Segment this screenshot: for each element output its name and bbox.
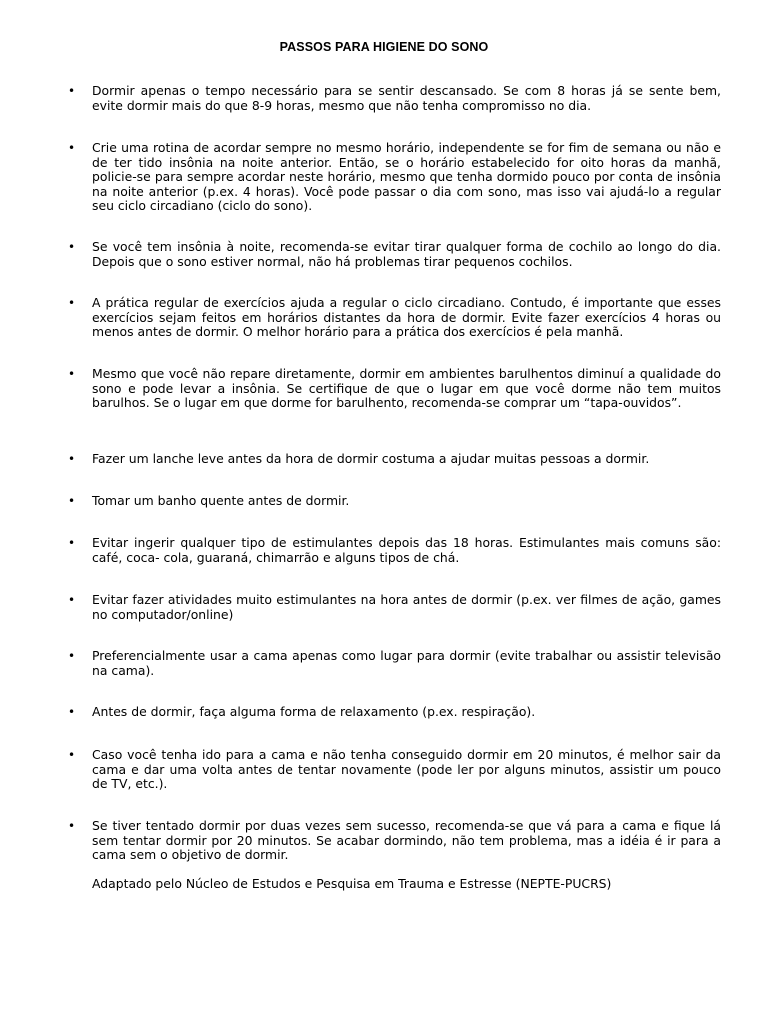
list-item xyxy=(68,83,721,113)
bullet-icon: • xyxy=(68,705,76,719)
list-item-text: Evitar fazer atividades muito estimulantes na hora antes de dormir (p.ex. ver filmes de ação, games no computador/online) xyxy=(92,592,721,622)
list-item-text: Caso você tenha ido para a cama e não tenha conseguido dormir em 20 minutos, é melhor sair da cama e dar uma volta antes de tentar novamente (pode ler por alguns minutos, assistir um pouco de TV, etc.). xyxy=(92,747,721,791)
list-item xyxy=(68,704,721,720)
list-item-text: Preferencialmente usar a cama apenas como lugar para dormir (evite trabalhar ou assistir televisão na cama). xyxy=(92,648,721,678)
bullet-icon: • xyxy=(68,452,76,466)
list-item xyxy=(68,818,721,863)
bullet-icon: • xyxy=(68,748,76,762)
list-item-text: Antes de dormir, faça alguma forma de relaxamento (p.ex. respiração). xyxy=(92,704,536,719)
list-item xyxy=(68,493,721,509)
list-item-text: Evitar ingerir qualquer tipo de estimulantes depois das 18 horas. Estimulantes mais comuns são: café, coca- cola, guaraná, chimarrão e alguns tipos de chá. xyxy=(92,535,721,565)
list-item xyxy=(68,366,721,411)
list-item xyxy=(68,648,721,678)
list-item xyxy=(68,535,721,565)
bullet-icon: • xyxy=(68,494,76,508)
list-item-text: Se você tem insônia à noite, recomenda-se evitar tirar qualquer forma de cochilo ao longo do dia. Depois que o sono estiver normal, não há problemas tirar pequenos cochilos. xyxy=(92,239,721,269)
bullet-icon: • xyxy=(68,819,76,833)
bullet-icon: • xyxy=(68,593,76,607)
list-item xyxy=(68,747,721,792)
bullet-icon: • xyxy=(68,536,76,550)
bullet-icon: • xyxy=(68,84,76,98)
list-item-text: Se tiver tentado dormir por duas vezes sem sucesso, recomenda-se que vá para a cama e fique lá sem tentar dormir por 20 minutos. Se acabar dormindo, não tem problema, mas a idéia é ir para a cama sem o objetivo de dormir. xyxy=(92,818,721,862)
list-item xyxy=(68,140,721,214)
document-title: PASSOS PARA HIGIENE DO SONO xyxy=(279,40,489,54)
bullet-icon: • xyxy=(68,367,76,381)
list-item-text: A prática regular de exercícios ajuda a regular o ciclo circadiano. Contudo, é importante que esses exercícios sejam feitos em horários distantes da hora de dormir. Evite fazer exercícios 4 horas ou menos antes de dormir. O melhor horário para a prática dos exercícios é pela manhã. xyxy=(92,295,721,339)
list-item-text: Fazer um lanche leve antes da hora de dormir costuma a ajudar muitas pessoas a dormir. xyxy=(92,451,650,466)
list-item-text: Crie uma rotina de acordar sempre no mesmo horário, independente se for fim de semana ou não e de ter tido insônia na noite anterior. Então, se o horário estabelecido for oito horas da manhã, policie-se para sempre acordar neste horário, mesmo que tenha dormido pouco por conta de insônia na noite anterior (p.ex. 4 horas). Você pode passar o dia com sono, mas isso vai ajudá-lo a regular seu ciclo circadiano (ciclo do sono). xyxy=(92,140,721,213)
bullet-icon: • xyxy=(68,649,76,663)
bullet-icon: • xyxy=(68,296,76,310)
list-item xyxy=(68,295,721,340)
bullet-icon: • xyxy=(68,141,76,155)
list-item-text: Dormir apenas o tempo necessário para se sentir descansado. Se com 8 horas já se sente bem, evite dormir mais do que 8-9 horas, mesmo que não tenha compromisso no dia. xyxy=(92,83,721,113)
list-item xyxy=(68,239,721,269)
credit-line: Adaptado pelo Núcleo de Estudos e Pesquisa em Trauma e Estresse (NEPTE-PUCRS) xyxy=(92,876,612,891)
list-item xyxy=(68,592,721,622)
bullet-icon: • xyxy=(68,240,76,254)
list-item-text: Mesmo que você não repare diretamente, dormir em ambientes barulhentos diminuí a qualidade do sono e pode levar a insônia. Se certifique de que o lugar em que você dorme não tem muitos barulhos. Se o lugar em que dorme for barulhento, recomenda-se comprar um “tapa-ouvidos”. xyxy=(92,366,721,410)
list-item xyxy=(68,451,721,467)
list-item-text: Tomar um banho quente antes de dormir. xyxy=(92,493,350,508)
